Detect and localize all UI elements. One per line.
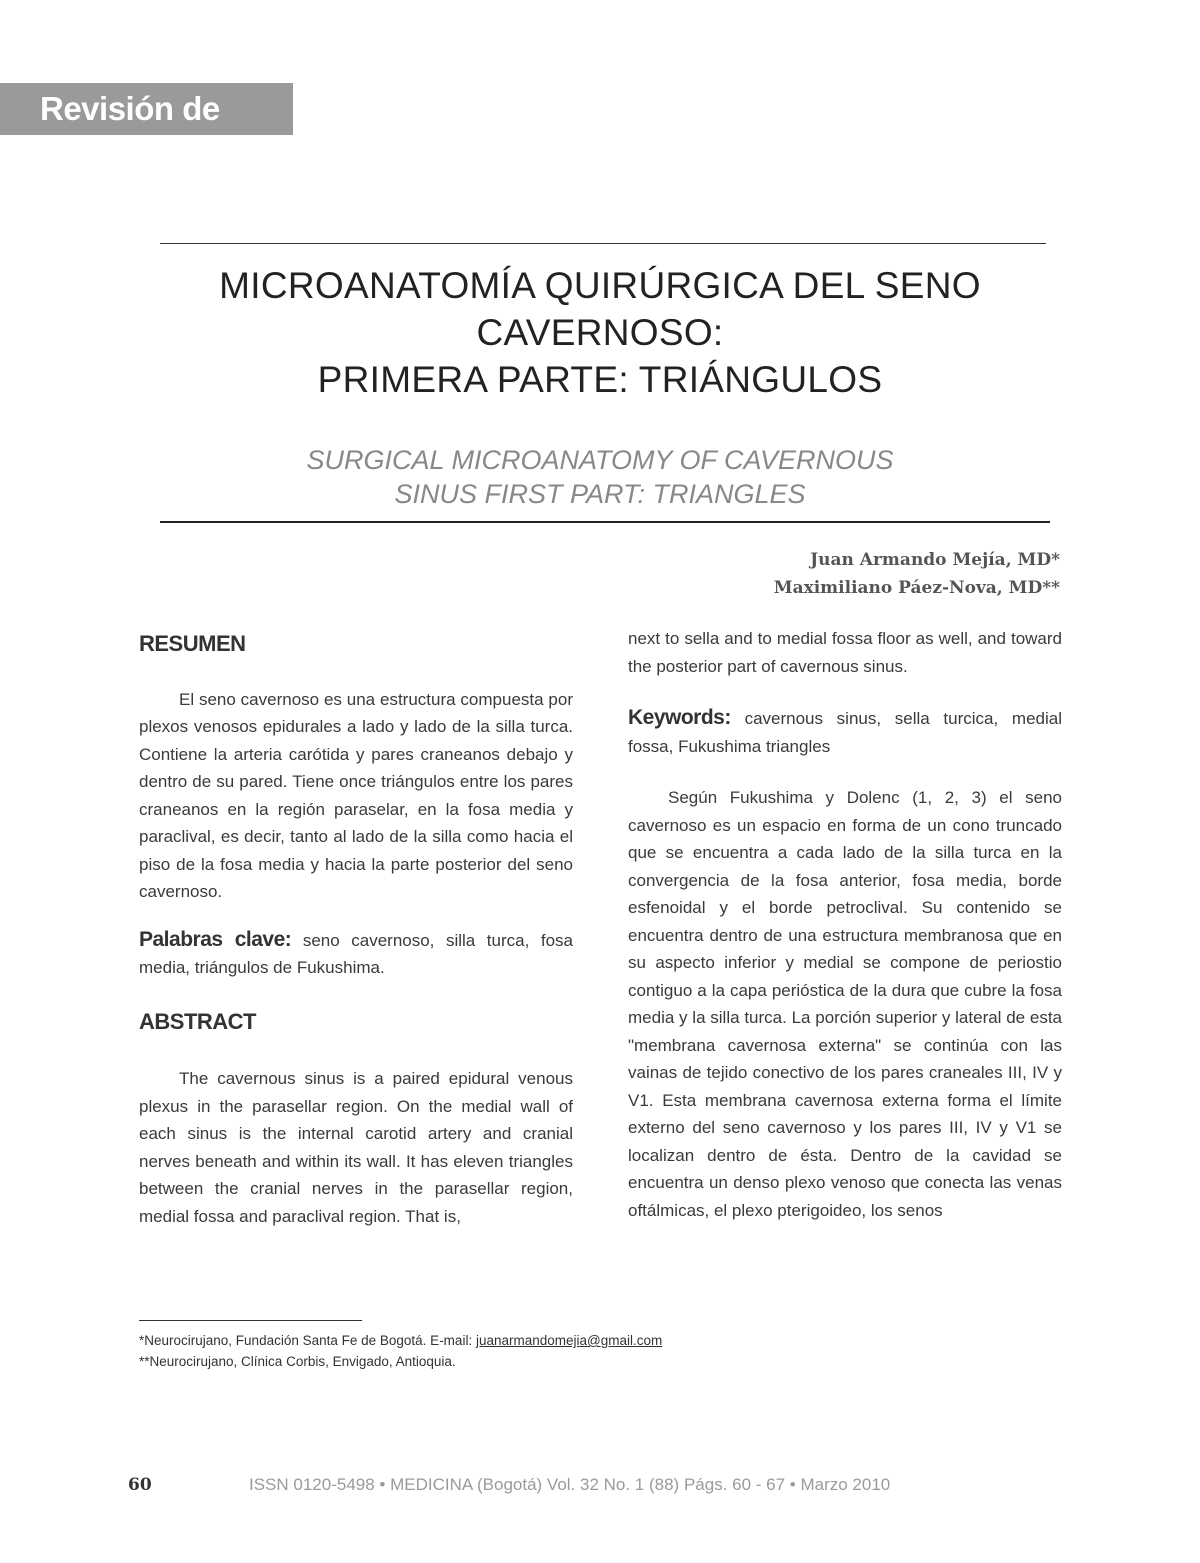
keywords-text: cavernous sinus, sella turcica, medial fossa, Fukushima triangles: [628, 709, 1062, 756]
title-bottom-rule: [160, 521, 1050, 523]
keywords-label: Keywords:: [628, 706, 731, 729]
author-1: Juan Armando Mejía, MD*: [810, 550, 1060, 570]
author-2: Maximiliano Páez-Nova, MD**: [773, 578, 1060, 598]
right-column: [628, 625, 1062, 1224]
section-tag: Revisión de tema: [0, 83, 293, 135]
footnote-1: [139, 1330, 839, 1351]
title-line-2: CAVERNOSO:: [476, 312, 724, 353]
email-link[interactable]: juanarmandomejia@gmail.com: [475, 1333, 663, 1348]
abstract-text: The cavernous sinus is a paired epidural venous plexus in the parasellar region. On the medial wall of each sinus is the internal carotid artery and cranial nerves beneath and within its wall. It has eleven triangles between the cranial nerves in the parasellar region, medial fossa and paraclival region. That is,: [139, 1069, 573, 1226]
title-top-rule: [160, 243, 1046, 244]
authors: [774, 546, 1060, 602]
footnote-1-text: *Neurocirujano, Fundación Santa Fe de Bogotá. E-mail:: [139, 1333, 476, 1348]
body-text: Según Fukushima y Dolenc (1, 2, 3) el seno cavernoso es un espacio en forma de un cono truncado que se encuentra a cada lado de la silla turca en la convergencia de la fosa anterior, fosa media, borde esfenoidal y el borde petroclival. Su contenido se encuentra dentro de una estructura membranosa que en su aspecto inferior y medial se compone de periostio contiguo a la capa perióstica de la dura que cubre la fosa media y la silla turca. La porción superior y lateral de esta "membrana cavernosa externa" se continúa con las vainas de tejido conectivo de los pares craneales III, IV y V1. Esta membrana cavernosa externa forma el límite externo del seno cavernoso y los pares III, IV y V1 se localizan dentro de ésta. Dentro de la cavidad se encuentra un denso plexo venoso que conecta las venas oftálmicas, el plexo pterigoideo, los senos: [628, 788, 1062, 1220]
palabras-clave: [139, 926, 573, 982]
journal-citation: ISSN 0120-5498 • MEDICINA (Bogotá) Vol. 32 No. 1 (88) Págs. 60 - 67 • Marzo 2010: [249, 1475, 891, 1494]
title-line-1: MICROANATOMÍA QUIRÚRGICA DEL SENO: [219, 265, 981, 306]
keywords: [628, 704, 1062, 760]
resumen-text: El seno cavernoso es una estructura compuesta por plexos venosos epidurales a lado y lado de la silla turca. Contiene la arteria carótida y pares craneanos debajo y dentro de su pared. Tiene once triángulos entre los pares craneanos en la región paraselar, en la fosa media y paraclival, es decir, tanto al lado de la silla como hacia el piso de la fosa media y hacia la parte posterior del seno cavernoso.: [139, 689, 573, 901]
page-number: 60: [128, 1475, 152, 1495]
footnote-rule: [139, 1320, 362, 1321]
left-column: [139, 630, 573, 1230]
palabras-clave-text: seno cavernoso, silla turca, fosa media, triángulos de Fukushima.: [139, 930, 573, 977]
palabras-clave-label: Palabras clave:: [139, 927, 292, 951]
subtitle-line-1: SURGICAL MICROANATOMY OF CAVERNOUS: [306, 445, 894, 475]
article-title: [150, 262, 1050, 403]
footnotes: [139, 1330, 839, 1372]
resumen-heading: RESUMEN: [139, 631, 246, 656]
subtitle-line-2: SINUS FIRST PART: TRIANGLES: [394, 479, 806, 509]
article-subtitle: [150, 443, 1050, 511]
abstract-continuation: next to sella and to medial fossa floor as well, and toward the posterior part of cavernous sinus.: [628, 629, 1062, 676]
footnote-2: **Neurocirujano, Clínica Corbis, Envigado, Antioquia.: [139, 1354, 456, 1369]
title-line-3: PRIMERA PARTE: TRIÁNGULOS: [317, 359, 883, 400]
abstract-heading: ABSTRACT: [139, 1008, 256, 1034]
